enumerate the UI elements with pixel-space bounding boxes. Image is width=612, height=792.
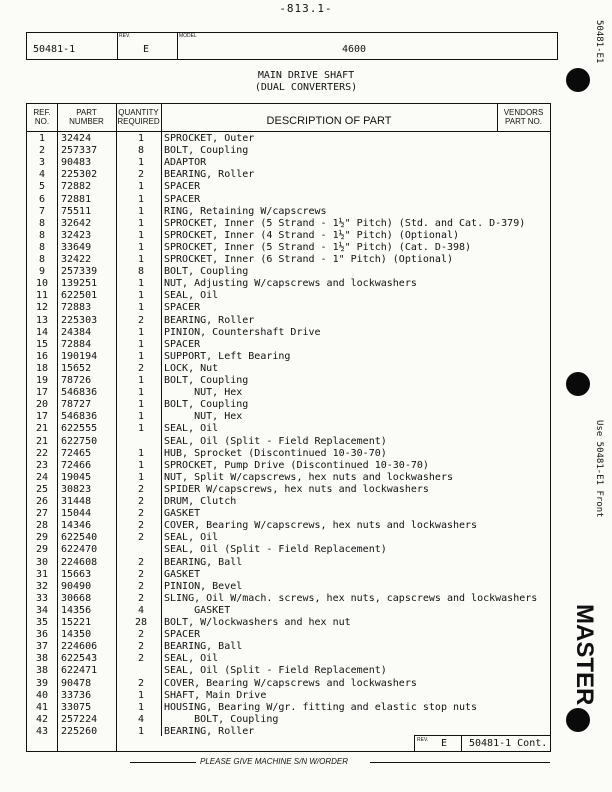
ref-cell: 19 xyxy=(35,375,49,386)
quantity-cell: 2 xyxy=(137,520,145,532)
description-cell: BOLT, Coupling xyxy=(164,713,279,725)
table-row xyxy=(27,387,550,399)
description-cell: SPIDER W/capscrews, hex nuts and lockwashers xyxy=(164,483,429,495)
table-row xyxy=(27,629,550,641)
part-number-cell: 32642 xyxy=(61,217,92,229)
ref-cell: 8 xyxy=(38,254,46,265)
quantity-cell: 4 xyxy=(137,713,145,725)
order-note: PLEASE GIVE MACHINE S/N W/ORDER xyxy=(200,757,349,766)
footer-rev: E xyxy=(441,738,448,749)
description-cell: ADAPTOR xyxy=(164,157,207,169)
quantity-cell: 1 xyxy=(137,447,145,459)
description-cell: SPROCKET, Outer xyxy=(164,133,255,144)
table-row xyxy=(27,569,550,581)
col-header-qty: QUANTITY REQUIRED xyxy=(117,108,160,126)
description-cell: NUT, Adjusting W/capscrews and lockwashers xyxy=(164,278,417,290)
table-row xyxy=(27,484,550,496)
description-cell: SPROCKET, Pump Drive (Discontinued 10-30-70) xyxy=(164,459,429,471)
quantity-cell: 1 xyxy=(137,205,145,217)
table-row xyxy=(27,230,550,242)
table-row xyxy=(27,605,550,617)
description-cell: RING, Retaining W/capscrews xyxy=(164,205,327,217)
table-row xyxy=(27,702,550,714)
col-header-part: PART NUMBER xyxy=(69,108,104,126)
col-header-vendor: VENDORS PART NO. xyxy=(503,108,544,126)
description-cell: NUT, Hex xyxy=(164,411,243,423)
description-cell: GASKET xyxy=(164,568,201,580)
header-box xyxy=(26,32,558,60)
part-number-cell: 14350 xyxy=(61,629,92,641)
part-number-cell: 72465 xyxy=(61,447,92,459)
part-number-cell: 78727 xyxy=(61,399,92,411)
ref-cell: 18 xyxy=(35,362,49,374)
part-number-cell: 72884 xyxy=(61,338,92,350)
part-number-cell: 75511 xyxy=(61,205,92,217)
description-cell: BEARING, Roller xyxy=(164,725,255,737)
ref-cell: 40 xyxy=(35,689,49,701)
description-cell: DRUM, Clutch xyxy=(164,496,237,507)
ref-cell: 38 xyxy=(35,665,49,677)
ref-cell: 8 xyxy=(38,217,46,229)
part-number-cell: 24384 xyxy=(61,326,92,338)
col-header-description: DESCRIPTION OF PART xyxy=(266,115,392,127)
quantity-cell: 1 xyxy=(137,278,145,290)
quantity-cell: 2 xyxy=(137,629,145,641)
ref-cell: 2 xyxy=(38,145,46,157)
header-rev: E xyxy=(143,44,150,55)
part-number-cell: 225260 xyxy=(61,725,98,737)
ref-cell: 8 xyxy=(38,229,46,241)
quantity-cell: 4 xyxy=(137,604,145,616)
description-cell: BEARING, Roller xyxy=(164,169,255,181)
description-cell: SHAFT, Main Drive xyxy=(164,689,267,701)
ref-cell: 1 xyxy=(38,133,46,144)
table-row xyxy=(27,278,550,290)
description-cell: COVER, Bearing W/capscrews and lockwashers xyxy=(164,677,417,689)
ref-cell: 33 xyxy=(35,592,49,604)
table-row xyxy=(27,254,550,266)
quantity-cell: 28 xyxy=(134,617,148,628)
part-number-cell: 15663 xyxy=(61,568,92,580)
description-cell: HOUSING, Bearing W/gr. fitting and elastic stop nuts xyxy=(164,701,478,713)
quantity-cell: 1 xyxy=(137,338,145,350)
table-row xyxy=(27,678,550,690)
description-cell: SUPPORT, Left Bearing xyxy=(164,350,291,362)
description-cell: COVER, Bearing W/capscrews, hex nuts and lockwashers xyxy=(164,520,478,532)
part-number-cell: 31448 xyxy=(61,496,92,507)
part-number-cell: 14356 xyxy=(61,604,92,616)
model-label: MODEL xyxy=(179,33,197,39)
table-row xyxy=(27,508,550,520)
ref-cell: 41 xyxy=(35,701,49,713)
quantity-cell: 1 xyxy=(137,689,145,701)
part-number-cell: 139251 xyxy=(61,278,98,290)
ref-cell: 34 xyxy=(35,604,49,616)
description-cell: NUT, Split W/capscrews, hex nuts and lockwashers xyxy=(164,471,453,483)
ref-cell: 21 xyxy=(35,435,49,447)
table-row xyxy=(27,581,550,593)
description-cell: SEAL, Oil xyxy=(164,653,219,665)
description-cell: SPACER xyxy=(164,629,201,641)
quantity-cell: 1 xyxy=(137,411,145,423)
part-number-cell: 33075 xyxy=(61,701,92,713)
ref-cell: 36 xyxy=(35,629,49,641)
rev-label: REV. xyxy=(119,33,131,39)
ref-cell: 43 xyxy=(35,725,49,737)
description-cell: SEAL, Oil xyxy=(164,290,219,302)
table-row xyxy=(27,133,550,145)
quantity-cell: 1 xyxy=(137,701,145,713)
description-cell: SEAL, Oil (Split - Field Replacement) xyxy=(164,435,387,447)
table-row xyxy=(27,714,550,726)
part-number-cell: 15044 xyxy=(61,508,92,520)
page-number: -813.1- xyxy=(279,2,333,15)
ref-cell: 10 xyxy=(35,278,49,290)
quantity-cell: 8 xyxy=(137,266,145,278)
part-number-cell: 622471 xyxy=(61,665,98,677)
table-row xyxy=(27,496,550,508)
use-front-note: Use 50481-E1 Front xyxy=(594,420,604,518)
part-number-cell: 72883 xyxy=(61,302,92,314)
table-row xyxy=(27,448,550,460)
description-cell: SLING, Oil W/mach. screws, hex nuts, capscrews and lockwashers xyxy=(164,592,538,604)
part-number-cell: 622543 xyxy=(61,653,98,665)
ref-cell: 11 xyxy=(35,290,49,302)
ref-cell: 24 xyxy=(35,471,49,483)
description-cell: NUT, Hex xyxy=(164,387,243,399)
table-row xyxy=(27,315,550,327)
table-row xyxy=(27,460,550,472)
table-row xyxy=(27,290,550,302)
quantity-cell: 2 xyxy=(137,532,145,544)
quantity-cell: 2 xyxy=(137,508,145,520)
part-number-cell: 33649 xyxy=(61,241,92,253)
part-number-cell: 225303 xyxy=(61,314,98,326)
part-number-cell: 190194 xyxy=(61,350,98,362)
ref-cell: 21 xyxy=(35,423,49,435)
part-number-cell: 90478 xyxy=(61,677,92,689)
quantity-cell: 1 xyxy=(137,387,145,399)
quantity-cell: 1 xyxy=(137,254,145,265)
description-cell: BEARING, Roller xyxy=(164,314,255,326)
table-row xyxy=(27,351,550,363)
continuation-label: 50481-1 Cont. xyxy=(469,738,548,749)
ref-cell: 22 xyxy=(35,447,49,459)
table-row xyxy=(27,181,550,193)
table-row xyxy=(27,157,550,169)
description-cell: SEAL, Oil xyxy=(164,423,219,435)
quantity-cell: 1 xyxy=(137,157,145,169)
quantity-cell: 1 xyxy=(137,375,145,386)
table-row xyxy=(27,339,550,351)
quantity-cell: 2 xyxy=(137,592,145,604)
part-number-cell: 15221 xyxy=(61,617,92,628)
part-number-cell: 257224 xyxy=(61,713,98,725)
table-row xyxy=(27,399,550,411)
part-number-cell xyxy=(27,33,118,59)
footer-rev-box xyxy=(414,735,550,751)
ref-cell: 8 xyxy=(38,241,46,253)
part-number-cell: 90483 xyxy=(61,157,92,169)
table-row xyxy=(27,653,550,665)
quantity-cell: 2 xyxy=(137,314,145,326)
footer-rev-label: REV. xyxy=(417,737,429,743)
quantity-cell: 2 xyxy=(137,677,145,689)
table-row xyxy=(27,145,550,157)
table-row xyxy=(27,617,550,629)
ref-cell: 31 xyxy=(35,568,49,580)
description-cell: SPACER xyxy=(164,181,201,193)
ref-cell: 20 xyxy=(35,399,49,411)
ref-cell: 7 xyxy=(38,205,46,217)
description-cell: SPACER xyxy=(164,338,201,350)
model-cell xyxy=(177,33,556,59)
part-number-cell: 15652 xyxy=(61,362,92,374)
table-row xyxy=(27,690,550,702)
quantity-cell: 2 xyxy=(137,641,145,653)
quantity-cell: 1 xyxy=(137,399,145,411)
part-number-cell: 622750 xyxy=(61,435,98,447)
footer-rule-right xyxy=(370,762,550,763)
table-row xyxy=(27,242,550,254)
ref-cell: 3 xyxy=(38,157,46,169)
ref-cell: 4 xyxy=(38,169,46,181)
description-cell: SPROCKET, Inner (4 Strand - 1½" Pitch) (Optional) xyxy=(164,229,460,241)
description-cell: SPROCKET, Inner (5 Strand - 1½" Pitch) (Std. and Cat. D-379) xyxy=(164,217,526,229)
table-row xyxy=(27,544,550,556)
description-cell: SEAL, Oil (Split - Field Replacement) xyxy=(164,544,387,556)
footer-rule-left xyxy=(130,762,196,763)
quantity-cell: 1 xyxy=(137,290,145,302)
ref-cell: 38 xyxy=(35,653,49,665)
part-number-cell: 78726 xyxy=(61,375,92,386)
ref-cell: 28 xyxy=(35,520,49,532)
description-cell: BOLT, Coupling xyxy=(164,375,249,386)
table-row xyxy=(27,302,550,314)
ref-cell: 25 xyxy=(35,483,49,495)
part-number-cell: 622501 xyxy=(61,290,98,302)
ref-cell: 29 xyxy=(35,532,49,544)
description-cell: SEAL, Oil xyxy=(164,532,219,544)
part-number-cell: 72466 xyxy=(61,459,92,471)
table-row xyxy=(27,194,550,206)
quantity-cell: 1 xyxy=(137,326,145,338)
quantity-cell: 1 xyxy=(137,133,145,144)
part-number-cell: 224606 xyxy=(61,641,98,653)
table-row xyxy=(27,532,550,544)
part-number-cell: 257337 xyxy=(61,145,98,157)
description-cell: SPACER xyxy=(164,193,201,205)
quantity-cell: 1 xyxy=(137,241,145,253)
ref-cell: 17 xyxy=(35,411,49,423)
quantity-cell: 2 xyxy=(137,556,145,568)
part-number-cell: 32423 xyxy=(61,229,92,241)
table-row xyxy=(27,363,550,375)
part-number-cell: 90490 xyxy=(61,580,92,592)
description-cell: LOCK, Nut xyxy=(164,362,219,374)
ref-cell: 15 xyxy=(35,338,49,350)
ref-cell: 23 xyxy=(35,459,49,471)
part-number-cell: 32424 xyxy=(61,133,92,144)
quantity-cell: 2 xyxy=(137,653,145,665)
description-cell: BOLT, W/lockwashers and hex nut xyxy=(164,617,351,628)
ref-cell: 5 xyxy=(38,181,46,193)
part-number-cell: 225302 xyxy=(61,169,98,181)
page-subtitle: (DUAL CONVERTERS) xyxy=(254,82,358,93)
description-cell: GASKET xyxy=(164,508,201,520)
table-row xyxy=(27,436,550,448)
table-row xyxy=(27,206,550,218)
footer-divider xyxy=(461,736,462,751)
table-row xyxy=(27,520,550,532)
description-cell: SPROCKET, Inner (5 Strand - 1½" Pitch) (Cat. D-398) xyxy=(164,241,472,253)
quantity-cell: 1 xyxy=(137,350,145,362)
ref-cell: 26 xyxy=(35,496,49,507)
part-number-cell: 32422 xyxy=(61,254,92,265)
part-number-cell: 19045 xyxy=(61,471,92,483)
description-cell: SEAL, Oil (Split - Field Replacement) xyxy=(164,665,387,677)
ref-cell: 9 xyxy=(38,266,46,278)
ref-cell: 29 xyxy=(35,544,49,556)
part-number-cell: 622540 xyxy=(61,532,98,544)
table-row xyxy=(27,557,550,569)
rev-cell xyxy=(117,33,178,59)
ref-cell: 12 xyxy=(35,302,49,314)
ref-cell: 42 xyxy=(35,713,49,725)
ref-cell: 39 xyxy=(35,677,49,689)
description-cell: SPACER xyxy=(164,302,201,314)
description-cell: BOLT, Coupling xyxy=(164,399,249,411)
part-number-cell: 622555 xyxy=(61,423,98,435)
quantity-cell: 1 xyxy=(137,725,145,737)
quantity-cell: 2 xyxy=(137,580,145,592)
part-number-cell: 72881 xyxy=(61,193,92,205)
description-cell: BEARING, Ball xyxy=(164,641,243,653)
ref-cell: 13 xyxy=(35,314,49,326)
description-cell: PINION, Bevel xyxy=(164,580,243,592)
header-model: 4600 xyxy=(342,44,367,55)
quantity-cell: 1 xyxy=(137,229,145,241)
page-title: MAIN DRIVE SHAFT xyxy=(257,70,355,81)
description-cell: BOLT, Coupling xyxy=(164,145,249,157)
part-number-cell: 14346 xyxy=(61,520,92,532)
ref-cell: 14 xyxy=(35,326,49,338)
part-number-cell: 257339 xyxy=(61,266,98,278)
description-cell: SPROCKET, Inner (6 Strand - 1" Pitch) (Optional) xyxy=(164,254,453,265)
part-number-cell: 546836 xyxy=(61,411,98,423)
part-number-cell: 33736 xyxy=(61,689,92,701)
ref-cell: 17 xyxy=(35,387,49,399)
quantity-cell: 1 xyxy=(137,217,145,229)
col-header-ref: REF. NO. xyxy=(33,108,51,126)
quantity-cell: 1 xyxy=(137,193,145,205)
table-row xyxy=(27,593,550,605)
punch-hole-middle xyxy=(566,372,590,396)
table-row xyxy=(27,411,550,423)
part-number-cell: 72882 xyxy=(61,181,92,193)
table-row xyxy=(27,665,550,677)
quantity-cell: 1 xyxy=(137,459,145,471)
parts-table xyxy=(26,103,551,752)
description-cell: BOLT, Coupling xyxy=(164,266,249,278)
header-rule xyxy=(27,131,550,132)
table-row xyxy=(27,169,550,181)
description-cell: PINION, Countershaft Drive xyxy=(164,326,321,338)
table-row xyxy=(27,375,550,387)
punch-hole-top xyxy=(566,68,590,92)
ref-cell: 6 xyxy=(38,193,46,205)
part-number-cell: 622470 xyxy=(61,544,98,556)
quantity-cell: 2 xyxy=(137,362,145,374)
part-number-cell: 30823 xyxy=(61,483,92,495)
ref-cell: 30 xyxy=(35,556,49,568)
quantity-cell: 2 xyxy=(137,496,145,507)
master-stamp: MASTER xyxy=(571,604,598,706)
quantity-cell: 2 xyxy=(137,568,145,580)
description-cell: HUB, Sprocket (Discontinued 10-30-70) xyxy=(164,447,387,459)
table-row xyxy=(27,423,550,435)
table-row xyxy=(27,266,550,278)
quantity-cell: 1 xyxy=(137,423,145,435)
table-row xyxy=(27,218,550,230)
description-cell: GASKET xyxy=(164,604,231,616)
part-number-cell: 546836 xyxy=(61,387,98,399)
ref-cell: 32 xyxy=(35,580,49,592)
punch-hole-bottom xyxy=(566,708,590,732)
quantity-cell: 8 xyxy=(137,145,145,157)
part-number-cell: 224608 xyxy=(61,556,98,568)
quantity-cell: 2 xyxy=(137,483,145,495)
part-number-cell: 30668 xyxy=(61,592,92,604)
ref-cell: 27 xyxy=(35,508,49,520)
quantity-cell: 1 xyxy=(137,302,145,314)
table-row xyxy=(27,472,550,484)
ref-cell: 35 xyxy=(35,617,49,628)
margin-code: 50481-E1 xyxy=(594,20,604,64)
ref-cell: 16 xyxy=(35,350,49,362)
quantity-cell: 2 xyxy=(137,169,145,181)
table-row xyxy=(27,327,550,339)
quantity-cell: 1 xyxy=(137,471,145,483)
quantity-cell: 1 xyxy=(137,181,145,193)
table-row xyxy=(27,641,550,653)
header-part-number: 50481-1 xyxy=(33,44,76,55)
ref-cell: 37 xyxy=(35,641,49,653)
description-cell: BEARING, Ball xyxy=(164,556,243,568)
